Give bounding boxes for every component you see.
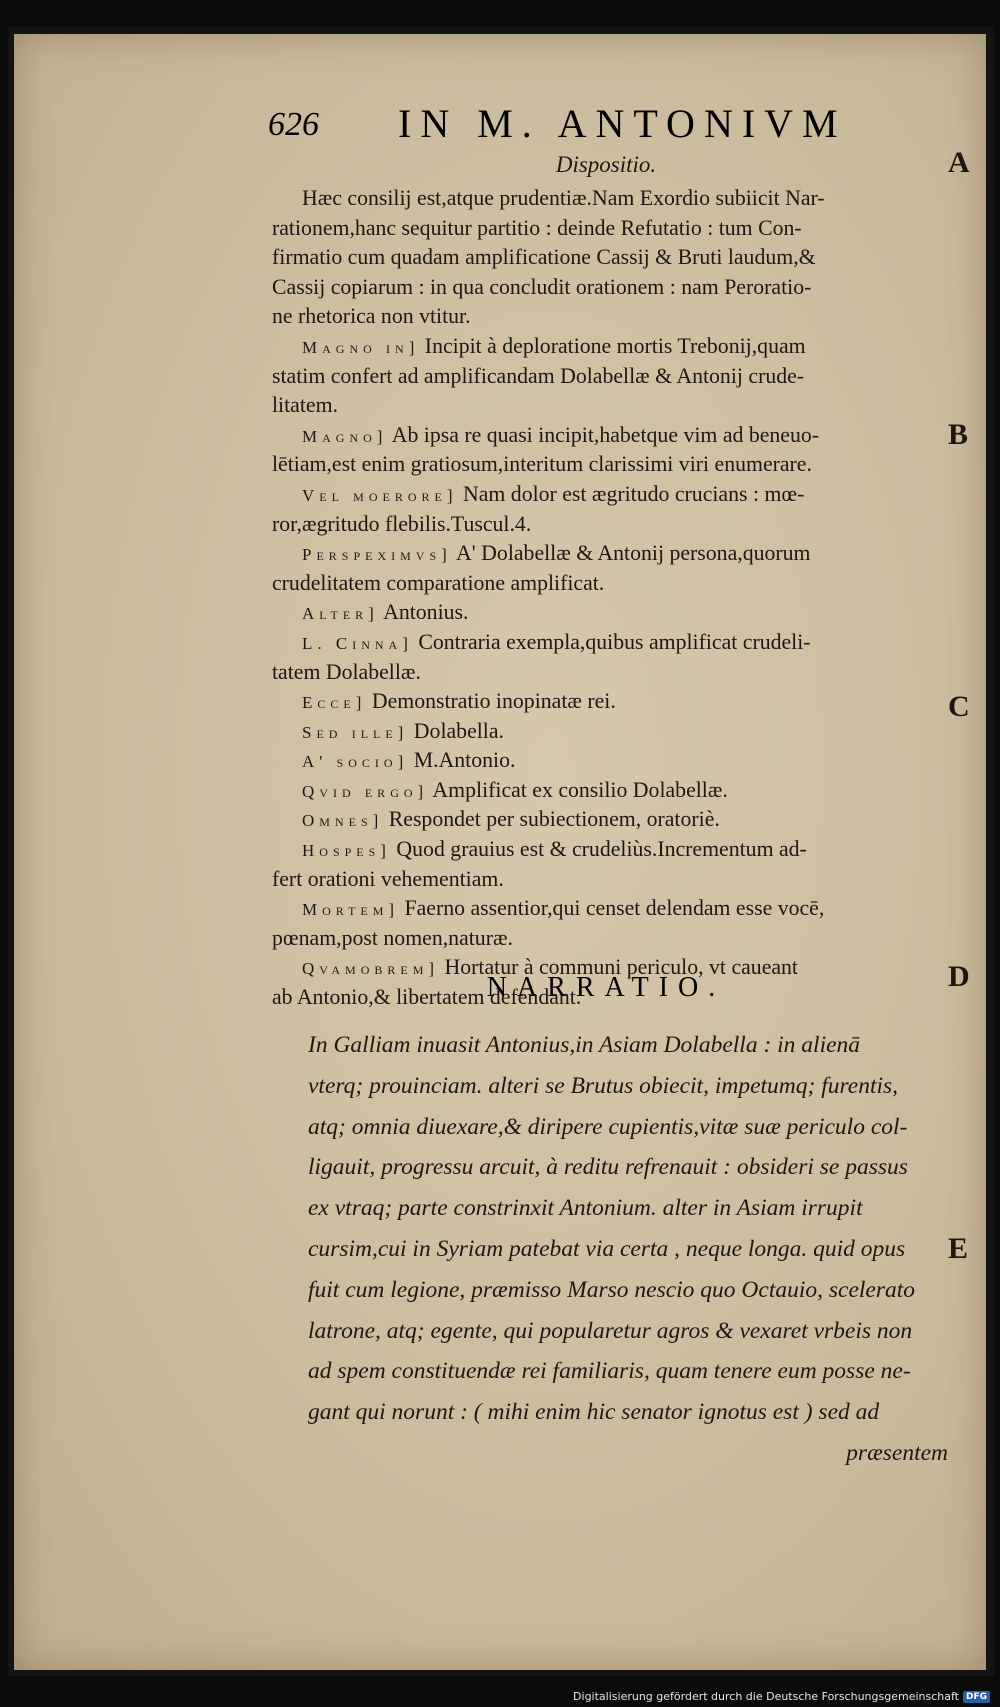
running-head: IN M. ANTONIVM: [398, 101, 847, 146]
commentary-line: [272, 421, 940, 451]
commentary-line: [272, 776, 940, 806]
credit-text: Digitalisierung gefördert durch die Deutsche Forschungsgemeinschaft: [573, 1690, 959, 1703]
line-text: Incipit à deploratione mortis Trebonij,quam: [419, 333, 806, 358]
narratio-line: In Galliam inuasit Antonius,in Asiam Dolabella : in alienā: [308, 1032, 861, 1058]
line-text: Amplificat ex consilio Dolabellæ.: [428, 777, 728, 802]
commentary-line: [272, 539, 940, 569]
commentary-line: [272, 480, 940, 510]
commentary-line: [272, 598, 940, 628]
line-text: M.Antonio.: [408, 748, 516, 773]
commentary-line: [272, 184, 940, 214]
narratio-line: cursim,cui in Syriam patebat via certa , neque longa. quid opus: [308, 1235, 906, 1262]
line-text: lētiam,est enim gratiosum,interitum clarissimi viri enumerare.: [272, 452, 812, 477]
line-text: Hortatur à communi periculo, vt caueant: [439, 955, 798, 980]
commentary-line: [272, 450, 940, 480]
lemma: Omnes]: [302, 811, 384, 831]
narratio-line: fuit cum legione, præmisso Marso nescio quo Octauio, scelerato: [308, 1276, 916, 1303]
line-text: A' Dolabellæ & Antonij persona,quorum: [451, 541, 811, 566]
lemma: Alter]: [302, 604, 379, 624]
line-text: Cassij copiarum : in qua concludit orationem : nam Peroratio-: [272, 274, 812, 299]
lemma: Magno]: [302, 426, 388, 446]
line-text: Ab ipsa re quasi incipit,habetque vim ad beneuo-: [387, 422, 820, 447]
commentary-line: [272, 243, 940, 273]
commentary-line: [272, 332, 940, 362]
commentary-line: [272, 835, 940, 865]
line-text: firmatio cum quadam amplificatione Cassij & Bruti laudum,&: [272, 245, 816, 270]
dfg-logo: DFG: [963, 1691, 990, 1703]
commentary-line: [272, 362, 940, 392]
dispositio-subheading: Dispositio.: [555, 152, 657, 177]
commentary-line: [272, 805, 940, 835]
narratio-title: NARRATIO.: [486, 972, 726, 1003]
line-text: crudelitatem comparatione amplificat.: [272, 570, 605, 595]
commentary-line: [272, 214, 940, 244]
line-text: ab Antonio,& libertatem defendant.: [272, 985, 582, 1010]
commentary-line: [272, 302, 940, 332]
page-header: [268, 100, 908, 150]
lemma: Magno in]: [302, 337, 420, 357]
narratio-lines: [308, 1025, 948, 1474]
commentary-line: [272, 746, 940, 776]
margin-letter-c: C: [948, 690, 970, 723]
digitization-credit: [573, 1690, 990, 1703]
narratio-line: ad spem constituendæ rei familiaris, quam tenere eum posse ne-: [308, 1358, 911, 1385]
margin-letter-d: D: [948, 960, 970, 993]
line-text: Quod grauius est & crudeliùs.Incrementum ad-: [390, 837, 807, 862]
line-text: ror,ægritudo flebilis.Tuscul.4.: [272, 511, 532, 536]
lemma: L. Cinna]: [302, 633, 413, 653]
line-text: Demonstratio inopinatæ rei.: [366, 689, 616, 714]
commentary-line: [272, 273, 940, 303]
narratio-section: [308, 1025, 948, 1474]
page-number: 626: [268, 106, 319, 143]
line-text: ne rhetorica non vtitur.: [272, 304, 471, 329]
lemma: Sed ille]: [302, 722, 409, 742]
line-text: Dolabella.: [408, 718, 504, 743]
commentary-line: [272, 865, 940, 895]
lemma: Hospes]: [302, 841, 391, 861]
narratio-line: latrone, atq; egente, qui popularetur agros & vexaret vrbeis non: [308, 1317, 913, 1344]
narratio-line: atq; omnia diuexare,& diripere cupientis,vitæ suæ periculo col-: [308, 1113, 908, 1140]
line-text: litatem.: [272, 393, 338, 418]
lemma: Perspeximvs]: [302, 545, 452, 565]
commentary-line: [272, 717, 940, 747]
margin-letter-a: A: [948, 146, 970, 179]
commentary-line: [272, 658, 940, 688]
narratio-line: ligauit, progressu arcuit, à reditu refrenauit : obsideri se passus: [308, 1154, 908, 1181]
commentary-line: [272, 687, 940, 717]
line-text: Nam dolor est ægritudo crucians : mœ-: [457, 481, 805, 506]
lemma: Ecce]: [302, 693, 367, 713]
commentary-line: [272, 894, 940, 924]
narratio-line: vterq; prouinciam. alteri se Brutus obiecit, impetumq; furentis,: [308, 1072, 899, 1099]
line-text: Faerno assentior,qui censet delendam esse vocē,: [399, 896, 825, 921]
dispositio-section: [272, 152, 940, 1013]
narratio-line: præsentem: [846, 1439, 948, 1466]
lemma: Mortem]: [302, 900, 400, 920]
line-text: Contraria exempla,quibus amplificat crudeli-: [412, 629, 811, 654]
narratio-line: gant qui norunt : ( mihi enim hic senator ignotus est ) sed ad: [308, 1399, 880, 1426]
dispositio-lines: [272, 184, 940, 1013]
commentary-line: [272, 391, 940, 421]
margin-letter-b: B: [948, 418, 969, 451]
margin-letter-e: E: [948, 1232, 969, 1265]
commentary-line: [272, 510, 940, 540]
lemma: Vel moerore]: [302, 485, 458, 505]
line-text: statim confert ad amplificandam Dolabellæ & Antonij crude-: [272, 363, 805, 388]
narratio-line: ex vtraq; parte constrinxit Antonium. alter in Asiam irrupit: [308, 1195, 863, 1222]
line-text: Antonius.: [378, 600, 469, 625]
commentary-line: [272, 628, 940, 658]
line-text: tatem Dolabellæ.: [272, 659, 421, 684]
commentary-line: [272, 924, 940, 954]
lemma: Qvamobrem]: [302, 959, 440, 979]
lemma: A' socio]: [302, 752, 409, 772]
line-text: Hæc consilij est,atque prudentiæ.Nam Exordio subiicit Nar-: [302, 186, 825, 210]
line-text: pœnam,post nomen,naturæ.: [272, 925, 513, 950]
line-text: fert orationi vehementiam.: [272, 866, 504, 891]
commentary-line: [272, 569, 940, 599]
line-text: rationem,hanc sequitur partitio : deinde Refutatio : tum Con-: [272, 215, 802, 240]
line-text: Respondet per subiectionem, oratoriè.: [383, 807, 720, 832]
lemma: Qvid ergo]: [302, 781, 429, 801]
